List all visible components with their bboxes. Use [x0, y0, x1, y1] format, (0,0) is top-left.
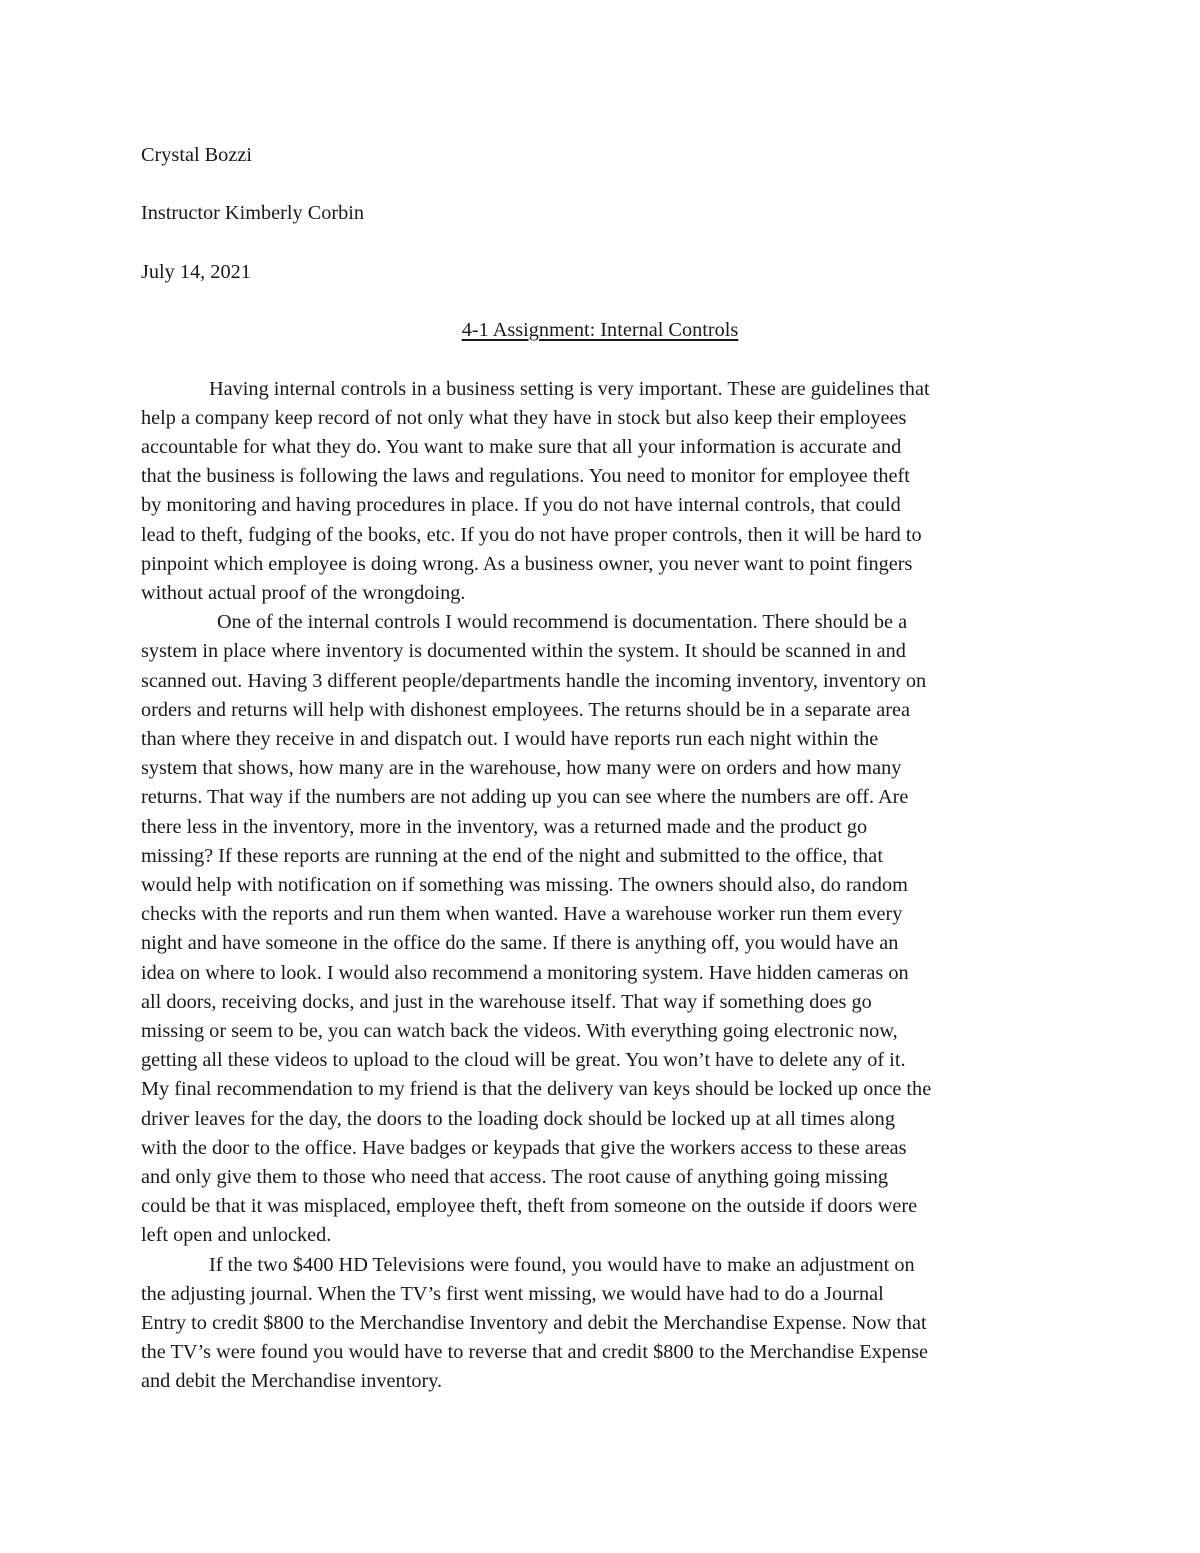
paragraph-3 [141, 1251, 1059, 1397]
paragraph-1 [141, 375, 1059, 609]
paragraph-line: pinpoint which employee is doing wrong. As a business owner, you never want to point fingers [141, 552, 913, 575]
paragraph-line: than where they receive in and dispatch out. I would have reports run each night within the [141, 728, 879, 750]
paragraph-line: My final recommendation to my friend is that the delivery van keys should be locked up once the [141, 1078, 932, 1101]
paragraph-line: help a company keep record of not only what they have in stock but also keep their employees [141, 406, 907, 429]
paragraph-line: missing? If these reports are running at the end of the night and submitted to the office, that [141, 844, 883, 867]
paragraph-line: Having internal controls in a business setting is very important. These are guidelines that [209, 377, 930, 400]
paragraph-line: left open and unlocked. [141, 1224, 332, 1247]
paragraph-line: all doors, receiving docks, and just in the warehouse itself. That way if something does go [141, 990, 872, 1013]
paragraph-line: would help with notification on if something was missing. The owners should also, do random [141, 874, 908, 897]
paragraph-line: missing or seem to be, you can watch back the videos. With everything going electronic now, [141, 1020, 898, 1043]
paragraph-line: system in place where inventory is documented within the system. It should be scanned in and [141, 640, 906, 663]
paragraph-line: driver leaves for the day, the doors to the loading dock should be locked up at all times along [141, 1107, 895, 1130]
paragraph-line: checks with the reports and run them when wanted. Have a warehouse worker run them every [141, 903, 903, 926]
paragraph-line: If the two $400 HD Televisions were found, you would have to make an adjustment on [209, 1253, 915, 1276]
paragraph-2 [141, 608, 1059, 1250]
paragraph-line: night and have someone in the office do the same. If there is anything off, you would have an [141, 932, 899, 955]
paragraph-line: Entry to credit $800 to the Merchandise Inventory and debit the Merchandise Expense. Now that [141, 1312, 927, 1335]
paragraph-line: that the business is following the laws and regulations. You need to monitor for employee theft [141, 465, 910, 488]
paragraph-line: idea on where to look. I would also recommend a monitoring system. Have hidden cameras on [141, 961, 909, 984]
paragraph-line: without actual proof of the wrongdoing. [141, 581, 466, 604]
paragraph-line: system that shows, how many are in the warehouse, how many were on orders and how many [141, 757, 902, 780]
paragraph-line: returns. That way if the numbers are not adding up you can see where the numbers are off. Are [141, 786, 909, 809]
paragraph-line: getting all these videos to upload to the cloud will be great. You won’t have to delete any of it. [141, 1049, 906, 1072]
paragraph-line: One of the internal controls I would recommend is documentation. There should be a [217, 611, 908, 634]
paragraph-line: the adjusting journal. When the TV’s first went missing, we would have had to do a Journal [141, 1282, 884, 1305]
paragraph-line: orders and returns will help with dishonest employees. The returns should be in a separate area [141, 698, 910, 721]
paragraph-line: and only give them to those who need that access. The root cause of anything going missing [141, 1166, 889, 1189]
author-name: Crystal Bozzi [141, 144, 252, 166]
paragraph-line: with the door to the office. Have badges or keypads that give the workers access to these areas [141, 1136, 907, 1159]
paragraph-line: by monitoring and having procedures in place. If you do not have internal controls, that could [141, 494, 901, 517]
paragraph-line: accountable for what they do. You want to make sure that all your information is accurate and [141, 435, 902, 458]
document-date: July 14, 2021 [141, 260, 251, 283]
paragraph-line: scanned out. Having 3 different people/departments handle the incoming inventory, inventory on [141, 669, 927, 692]
paragraph-line: and debit the Merchandise inventory. [141, 1370, 443, 1393]
paragraph-line: could be that it was misplaced, employee theft, theft from someone on the outside if doors were [141, 1195, 918, 1218]
document-title: 4-1 Assignment: Internal Controls [461, 319, 739, 342]
document-body [141, 141, 1059, 1397]
paragraph-line: the TV’s were found you would have to reverse that and credit $800 to the Merchandise Expense [141, 1341, 928, 1364]
paragraph-line: there less in the inventory, more in the inventory, was a returned made and the product go [141, 815, 868, 838]
instructor-name: Instructor Kimberly Corbin [141, 202, 365, 225]
paragraph-line: lead to theft, fudging of the books, etc. If you do not have proper controls, then it will be hard to [141, 523, 922, 546]
